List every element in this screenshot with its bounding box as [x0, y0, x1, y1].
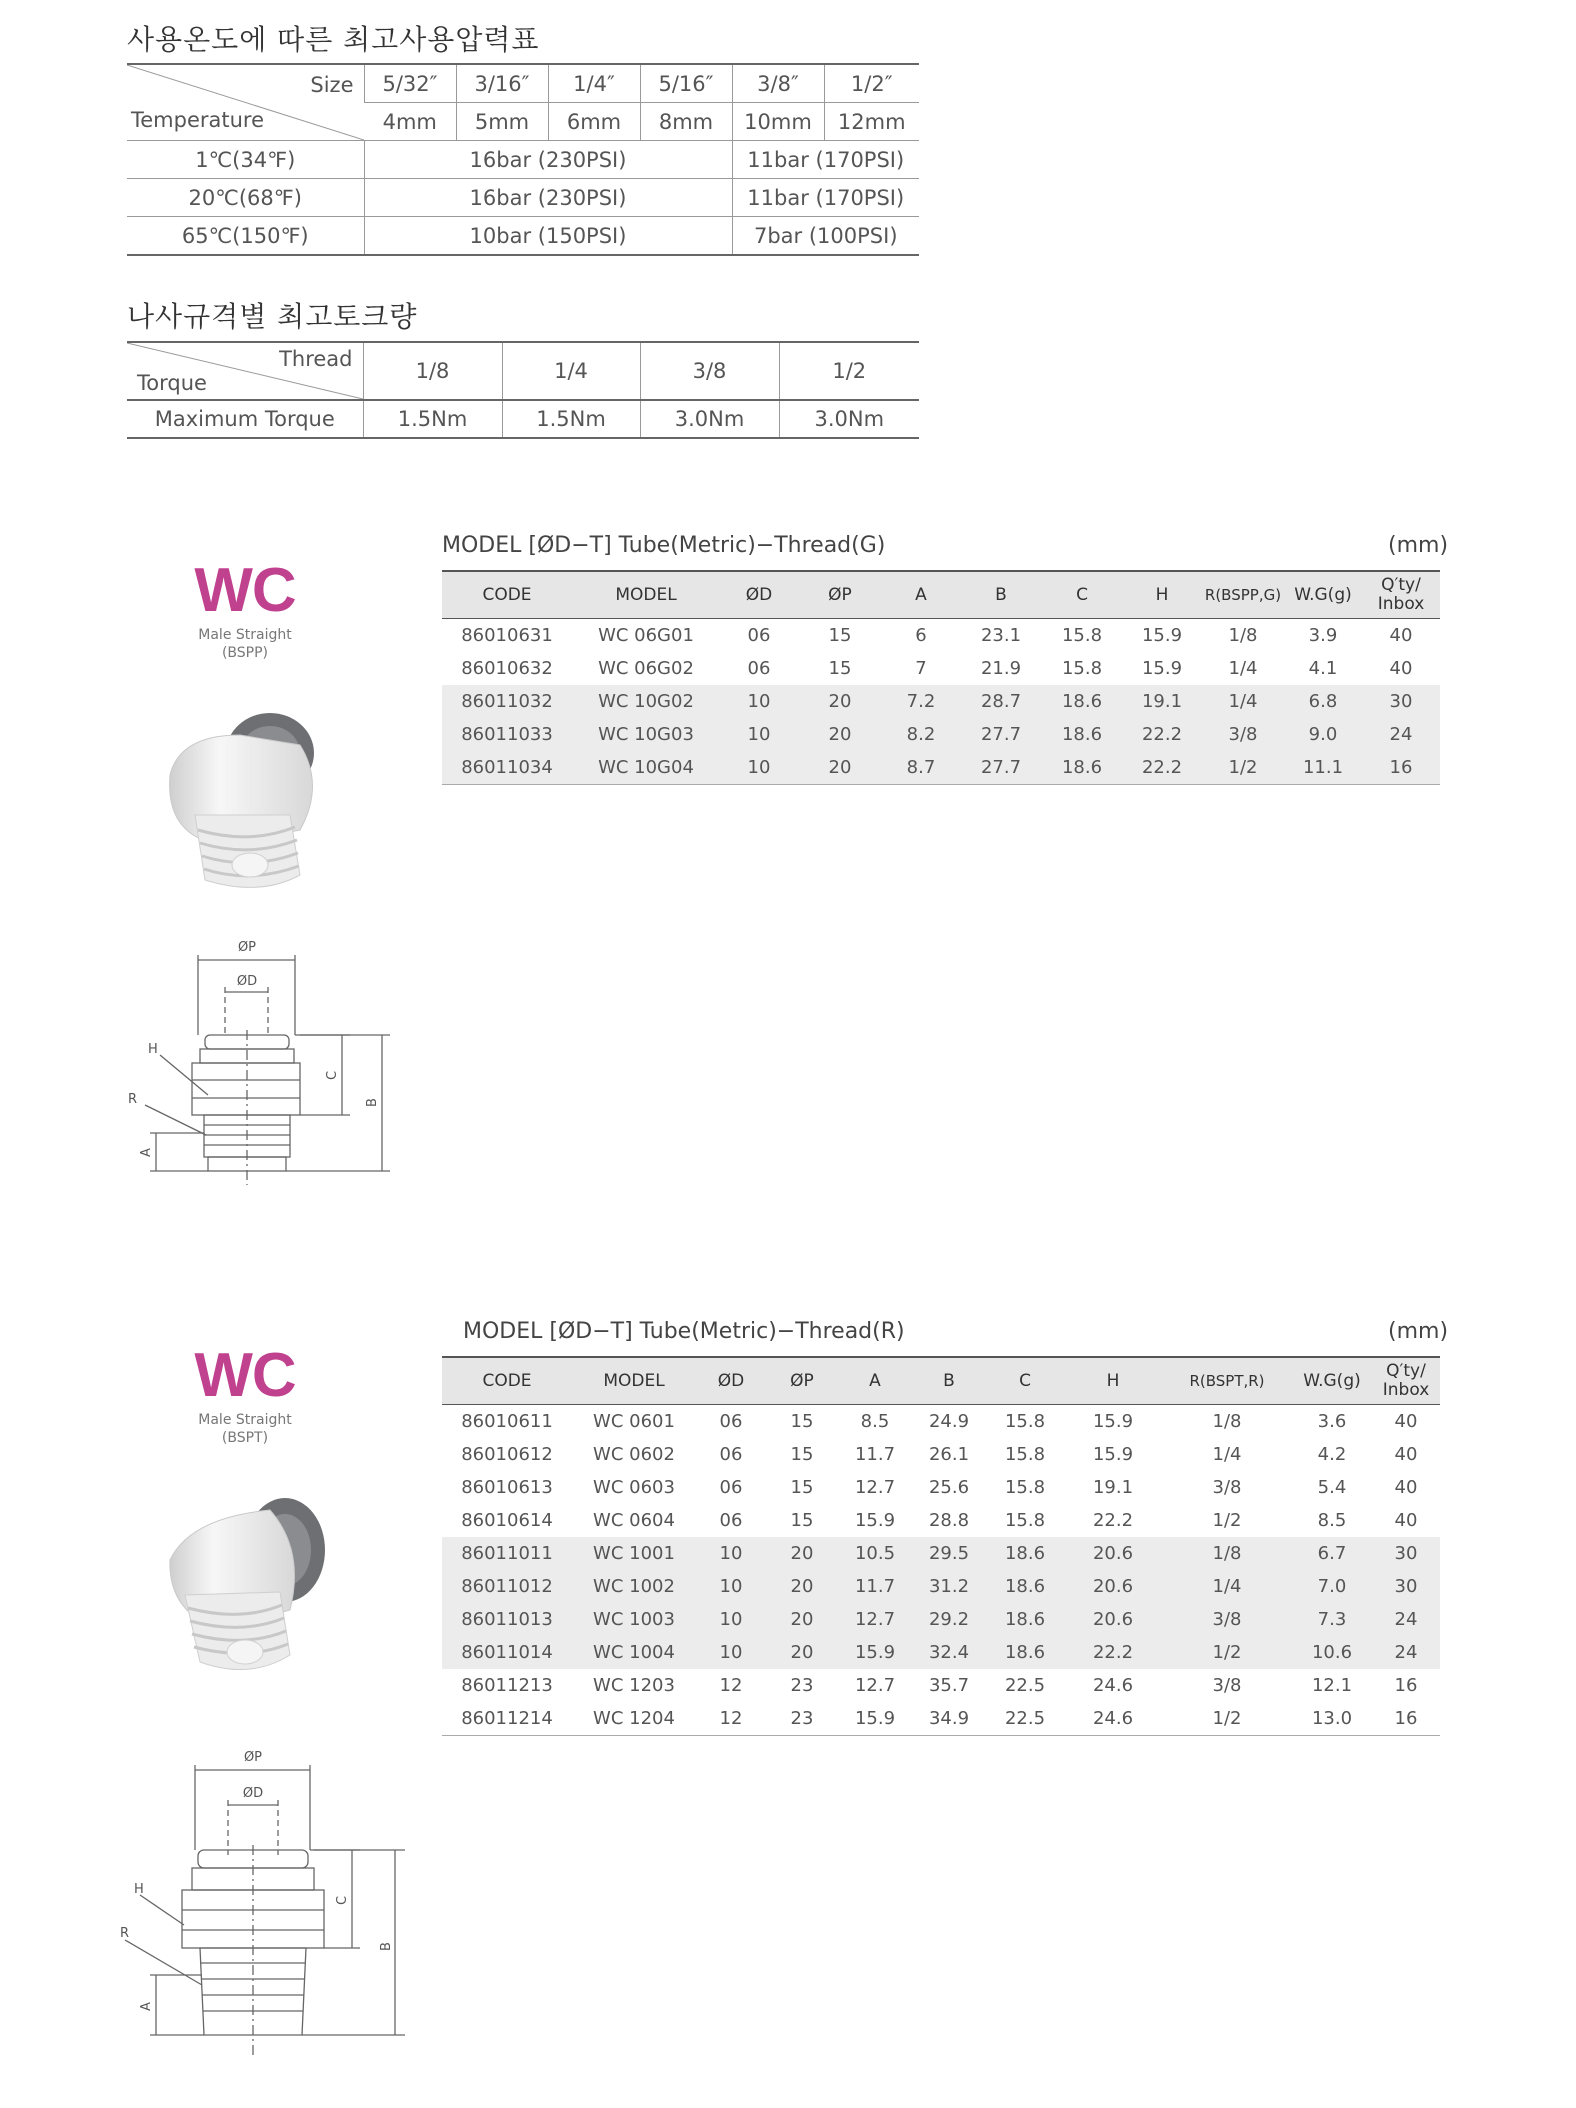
col-header: ØD	[745, 585, 773, 605]
dimension-drawing	[120, 935, 400, 1195]
table-cell: 20	[798, 751, 882, 785]
table-cell: 31.2	[912, 1570, 986, 1603]
model-title: MODEL [ØD−T] Tube(Metric)−Thread(R)	[463, 1319, 905, 1344]
table-cell: 15.8	[1004, 1411, 1046, 1432]
pressure-small-cell: 16bar (230PSI)	[364, 179, 732, 217]
table-cell: 11.7	[854, 1444, 896, 1465]
size-inch: 5/32″	[364, 64, 456, 103]
table-cell: 86011013	[442, 1603, 572, 1636]
dim-c-label: C	[325, 1070, 340, 1080]
table-cell: WC 0602	[593, 1444, 675, 1465]
table-cell: 86011034	[442, 751, 572, 785]
table-cell: WC 0604	[593, 1510, 675, 1531]
table-cell: 15.9	[1092, 1444, 1134, 1465]
table-cell: 1/4	[1162, 1570, 1292, 1603]
temperature-cell: 20℃(68℉)	[188, 185, 302, 210]
table-cell: 16	[1394, 1708, 1418, 1729]
size-mm: 12mm	[824, 103, 919, 141]
col-header: CODE	[482, 585, 532, 605]
table-cell: 20	[766, 1570, 838, 1603]
size-temp-header	[127, 64, 364, 141]
table-cell: 12.1	[1311, 1675, 1353, 1696]
table-cell: 16	[1362, 751, 1440, 785]
col-header: C	[1076, 585, 1088, 605]
dim-h-label: H	[148, 1042, 158, 1057]
table-row	[442, 1438, 1440, 1471]
thread-size: 1/8	[363, 342, 502, 400]
table-cell: 35.7	[928, 1675, 970, 1696]
col-header: C	[1019, 1371, 1031, 1391]
table-cell: 27.7	[960, 718, 1042, 751]
size-mm: 5mm	[456, 103, 548, 141]
table-cell: 20	[798, 718, 882, 751]
torque-value: 1.5Nm	[363, 400, 502, 438]
product-brand-block	[150, 555, 340, 662]
table-cell: 15.9	[1092, 1411, 1134, 1432]
table-cell: 22.2	[1122, 751, 1202, 785]
table-cell: 15.9	[838, 1636, 912, 1669]
table-cell: WC 10G02	[572, 685, 720, 718]
table-cell: 40	[1394, 1411, 1418, 1432]
table-cell: 18.6	[1042, 685, 1122, 718]
table-row	[442, 1603, 1440, 1636]
size-inch: 3/8″	[732, 64, 824, 103]
table-cell: 16	[1394, 1675, 1418, 1696]
size-mm: 10mm	[732, 103, 824, 141]
qty-header-line2: Inbox	[1382, 1380, 1430, 1400]
table-cell: 10	[696, 1603, 766, 1636]
table-cell: 8.5	[860, 1411, 890, 1432]
torque-label: Torque	[137, 371, 207, 395]
thread-torque-header	[127, 342, 363, 400]
table-cell: 10	[720, 751, 798, 785]
torque-value: 1.5Nm	[502, 400, 640, 438]
table-row	[442, 652, 1440, 685]
table-cell: 7.3	[1292, 1603, 1372, 1636]
table-cell: 12.7	[838, 1603, 912, 1636]
spec-table-body	[442, 1405, 1440, 1736]
table-cell: 10	[696, 1570, 766, 1603]
table-cell: 86010614	[461, 1510, 553, 1531]
table-cell: 15.9	[1141, 658, 1183, 679]
table-cell: WC 06G02	[598, 658, 694, 679]
table-cell: 24.6	[1092, 1675, 1134, 1696]
table-cell: 15	[790, 1444, 814, 1465]
pressure-row	[127, 179, 919, 217]
col-header: W.G(g)	[1294, 585, 1352, 605]
table-cell: 15	[790, 1411, 814, 1432]
table-row	[442, 1471, 1440, 1504]
size-inch-row	[127, 64, 919, 103]
table-cell: 18.6	[1042, 751, 1122, 785]
table-row	[442, 685, 1440, 718]
thread-type-label: (BSPP)	[221, 645, 269, 661]
table-cell: 1/4	[1202, 685, 1284, 718]
table-cell: 10	[696, 1537, 766, 1570]
table-cell: 86011032	[442, 685, 572, 718]
spec-table	[442, 1356, 1440, 1736]
table-cell: 24.9	[928, 1411, 970, 1432]
table-cell: 06	[747, 658, 771, 679]
table-cell: 6.7	[1292, 1537, 1372, 1570]
table-row	[442, 1537, 1440, 1570]
size-mm: 4mm	[382, 109, 437, 134]
dim-a-label: A	[139, 2002, 154, 2011]
table-row	[442, 1636, 1440, 1669]
product-brand-block	[150, 1340, 340, 1447]
product-subtitle: Male Straight	[198, 1412, 292, 1428]
table-cell: 15.8	[1061, 658, 1103, 679]
table-cell: 28.8	[928, 1510, 970, 1531]
table-cell: 3.9	[1308, 625, 1338, 646]
table-cell: 23	[790, 1708, 814, 1729]
torque-value: 3.0Nm	[779, 400, 919, 438]
table-cell: 19.1	[1122, 685, 1202, 718]
table-cell: 15.9	[854, 1510, 896, 1531]
table-cell: 30	[1372, 1537, 1440, 1570]
table-cell: WC 1203	[593, 1675, 675, 1696]
col-header: H	[1155, 585, 1169, 605]
table-cell: 18.6	[1042, 718, 1122, 751]
fitting-photo	[150, 1490, 350, 1690]
table-cell: 18.6	[986, 1570, 1064, 1603]
col-header-qty	[1372, 1357, 1440, 1405]
table-cell: 22.2	[1092, 1510, 1134, 1531]
pressure-table-title: 사용온도에 따른 최고사용압력표	[127, 23, 540, 56]
table-cell: 86010611	[461, 1411, 553, 1432]
table-cell: 20.6	[1064, 1570, 1162, 1603]
table-row	[442, 1504, 1440, 1537]
size-mm: 6mm	[548, 103, 640, 141]
torque-table-title: 나사규격별 최고토크량	[127, 300, 418, 333]
col-header: CODE	[482, 1371, 532, 1391]
dim-p-label: ØP	[243, 1750, 263, 1765]
pressure-row	[127, 217, 919, 256]
table-cell: 20.6	[1064, 1603, 1162, 1636]
dim-r-label: R	[128, 1092, 138, 1107]
table-cell: 29.2	[912, 1603, 986, 1636]
table-cell: 12	[719, 1675, 743, 1696]
table-cell: 06	[747, 625, 771, 646]
table-cell: WC 1001	[572, 1537, 696, 1570]
col-header: B	[943, 1371, 955, 1391]
table-cell: 18.6	[986, 1537, 1064, 1570]
table-cell: 06	[719, 1510, 743, 1531]
dim-b-label: B	[365, 1098, 380, 1107]
col-header: W.G(g)	[1303, 1371, 1361, 1391]
table-cell: WC 10G03	[572, 718, 720, 751]
table-cell: 3/8	[1212, 1477, 1242, 1498]
max-torque-label: Maximum Torque	[154, 407, 335, 431]
thread-size: 1/2	[779, 342, 919, 400]
pressure-large-cell: 11bar (170PSI)	[732, 179, 919, 217]
dim-r-label: R	[120, 1926, 130, 1941]
table-cell: 24	[1372, 1636, 1440, 1669]
table-cell: 86010612	[461, 1444, 553, 1465]
table-cell: 40	[1394, 1444, 1418, 1465]
table-cell: 23	[790, 1675, 814, 1696]
dim-p-label: ØP	[237, 940, 257, 955]
table-cell: 22.2	[1064, 1636, 1162, 1669]
table-cell: WC 1003	[572, 1603, 696, 1636]
col-header-qty	[1362, 571, 1440, 619]
temperature-cell: 1℃(34℉)	[195, 147, 296, 172]
table-cell: 24.6	[1092, 1708, 1134, 1729]
table-cell: 15	[790, 1510, 814, 1531]
table-cell: 15.8	[1004, 1477, 1046, 1498]
thread-size: 3/8	[640, 342, 779, 400]
table-cell: WC 1004	[572, 1636, 696, 1669]
table-cell: 15.8	[1061, 625, 1103, 646]
table-cell: 20	[766, 1603, 838, 1636]
col-header: B	[995, 585, 1007, 605]
table-cell: 40	[1394, 1477, 1418, 1498]
col-header: MODEL	[615, 585, 677, 605]
table-cell: 40	[1389, 625, 1413, 646]
table-cell: 15	[828, 658, 852, 679]
table-cell: 18.6	[986, 1603, 1064, 1636]
table-cell: 1/4	[1228, 658, 1258, 679]
thread-label: Thread	[279, 347, 353, 371]
dim-d-label: ØD	[242, 1786, 264, 1801]
model-title: MODEL [ØD−T] Tube(Metric)−Thread(G)	[442, 533, 886, 558]
table-cell: 20.6	[1064, 1537, 1162, 1570]
table-cell: 30	[1372, 1570, 1440, 1603]
col-header: A	[869, 1371, 881, 1391]
table-cell: 4.2	[1317, 1444, 1347, 1465]
table-cell: WC 10G04	[572, 751, 720, 785]
table-cell: 10.5	[838, 1537, 912, 1570]
max-torque-row	[127, 400, 919, 438]
thread-row	[127, 342, 919, 400]
table-cell: 86010613	[461, 1477, 553, 1498]
table-cell: 7.0	[1292, 1570, 1372, 1603]
table-cell: 22.2	[1122, 718, 1202, 751]
table-cell: 8.5	[1317, 1510, 1347, 1531]
table-cell: 12.7	[854, 1477, 896, 1498]
table-cell: 15.8	[1004, 1444, 1046, 1465]
table-cell: 32.4	[912, 1636, 986, 1669]
table-cell: 15.9	[1141, 625, 1183, 646]
table-row	[442, 751, 1440, 785]
table-cell: 26.1	[928, 1444, 970, 1465]
size-inch: 5/16″	[640, 64, 732, 103]
col-header: H	[1106, 1371, 1120, 1391]
table-cell: 3/8	[1212, 1675, 1242, 1696]
table-cell: 23.1	[980, 625, 1022, 646]
table-cell: 15	[790, 1477, 814, 1498]
dimension-drawing	[120, 1745, 410, 2080]
dim-c-label: C	[335, 1895, 350, 1905]
brand-logo: WC	[194, 1341, 296, 1410]
table-row	[442, 1669, 1440, 1702]
table-cell: WC 0603	[593, 1477, 675, 1498]
col-header: ØP	[790, 1371, 814, 1391]
thread-type-label: (BSPT)	[221, 1430, 269, 1446]
size-mm: 8mm	[640, 103, 732, 141]
size-inch: 1/2″	[824, 64, 919, 103]
table-cell: 86011033	[442, 718, 572, 751]
table-cell: 10.6	[1292, 1636, 1372, 1669]
spec-header-row	[442, 571, 1440, 619]
col-header: R(BSPT,R)	[1189, 1372, 1265, 1390]
table-cell: 11.1	[1284, 751, 1362, 785]
col-header: ØP	[828, 585, 852, 605]
table-cell: 8.7	[882, 751, 960, 785]
table-cell: 1/8	[1212, 1411, 1242, 1432]
pressure-large-cell: 7bar (100PSI)	[732, 217, 919, 256]
qty-header-line1: Q′ty/	[1381, 575, 1421, 595]
table-cell: 15.9	[854, 1708, 896, 1729]
table-cell: 1/8	[1228, 625, 1258, 646]
dim-h-label: H	[134, 1882, 144, 1897]
table-cell: 29.5	[912, 1537, 986, 1570]
pressure-row	[127, 141, 919, 179]
table-cell: 24	[1372, 1603, 1440, 1636]
table-cell: 3.6	[1317, 1411, 1347, 1432]
dim-d-label: ØD	[236, 974, 258, 989]
unit-label: (mm)	[1388, 1319, 1449, 1344]
table-cell: 86011214	[461, 1708, 553, 1729]
table-cell: WC 1002	[572, 1570, 696, 1603]
col-header: A	[915, 585, 927, 605]
table-cell: WC 1204	[593, 1708, 675, 1729]
table-cell: 86011012	[442, 1570, 572, 1603]
temperature-cell: 65℃(150℉)	[181, 223, 309, 248]
table-cell: 40	[1394, 1510, 1418, 1531]
table-row	[442, 718, 1440, 751]
size-label: Size	[310, 73, 354, 97]
dim-b-label: B	[379, 1942, 394, 1951]
qty-header-line1: Q′ty/	[1386, 1361, 1426, 1381]
torque-table	[127, 341, 919, 439]
table-cell: 06	[719, 1477, 743, 1498]
table-cell: 1/2	[1162, 1636, 1292, 1669]
table-row	[442, 1405, 1440, 1439]
table-cell: 21.9	[980, 658, 1022, 679]
spec-header-row	[442, 1357, 1440, 1405]
table-cell: 24	[1362, 718, 1440, 751]
table-row	[442, 1570, 1440, 1603]
table-cell: 86011011	[442, 1537, 572, 1570]
table-cell: 15	[828, 625, 852, 646]
table-cell: 86011213	[461, 1675, 553, 1696]
table-cell: 25.6	[928, 1477, 970, 1498]
table-cell: 22.5	[1004, 1675, 1046, 1696]
col-header: MODEL	[603, 1371, 665, 1391]
table-cell: WC 0601	[593, 1411, 675, 1432]
qty-header-line2: Inbox	[1377, 594, 1425, 614]
table-cell: 1/2	[1212, 1510, 1242, 1531]
table-cell: WC 06G01	[598, 625, 694, 646]
table-cell: 27.7	[960, 751, 1042, 785]
table-cell: 86010631	[461, 625, 553, 646]
table-cell: 86010632	[461, 658, 553, 679]
table-cell: 06	[719, 1411, 743, 1432]
table-cell: 7	[915, 658, 927, 679]
thread-size: 1/4	[502, 342, 640, 400]
table-cell: 1/4	[1212, 1444, 1242, 1465]
size-inch: 3/16″	[456, 64, 548, 103]
table-cell: 40	[1389, 658, 1413, 679]
brand-logo: WC	[194, 556, 296, 625]
table-cell: 1/2	[1202, 751, 1284, 785]
table-cell: 6.8	[1284, 685, 1362, 718]
table-cell: 12	[719, 1708, 743, 1729]
torque-value: 3.0Nm	[640, 400, 779, 438]
table-cell: 6	[915, 625, 927, 646]
table-cell: 86011014	[442, 1636, 572, 1669]
table-cell: 34.9	[928, 1708, 970, 1729]
table-cell: 13.0	[1311, 1708, 1353, 1729]
table-cell: 3/8	[1162, 1603, 1292, 1636]
table-cell: 7.2	[882, 685, 960, 718]
unit-label: (mm)	[1388, 533, 1449, 558]
table-row	[442, 1702, 1440, 1736]
table-cell: 1/8	[1162, 1537, 1292, 1570]
table-cell: 3/8	[1202, 718, 1284, 751]
pressure-table	[127, 63, 919, 256]
table-cell: 20	[766, 1636, 838, 1669]
table-cell: 9.0	[1284, 718, 1362, 751]
table-cell: 20	[798, 685, 882, 718]
fitting-photo	[150, 705, 350, 905]
table-cell: 20	[766, 1537, 838, 1570]
pressure-small-cell: 10bar (150PSI)	[364, 217, 732, 256]
table-cell: 10	[720, 685, 798, 718]
table-cell: 22.5	[1004, 1708, 1046, 1729]
spec-table-body	[442, 619, 1440, 785]
temperature-label: Temperature	[131, 108, 265, 132]
table-cell: 10	[696, 1636, 766, 1669]
spec-table	[442, 570, 1440, 785]
table-cell: 11.7	[838, 1570, 912, 1603]
table-cell: 12.7	[854, 1675, 896, 1696]
table-cell: 19.1	[1092, 1477, 1134, 1498]
table-cell: 06	[719, 1444, 743, 1465]
table-cell: 15.8	[1004, 1510, 1046, 1531]
table-row	[442, 619, 1440, 653]
col-header: ØD	[717, 1371, 745, 1391]
table-cell: 30	[1362, 685, 1440, 718]
table-cell: 5.4	[1317, 1477, 1347, 1498]
table-cell: 28.7	[960, 685, 1042, 718]
size-inch: 1/4″	[548, 64, 640, 103]
col-header: R(BSPP,G)	[1204, 586, 1282, 604]
pressure-small-cell: 16bar (230PSI)	[364, 141, 732, 179]
dim-a-label: A	[139, 1148, 154, 1157]
table-cell: 1/2	[1212, 1708, 1242, 1729]
product-subtitle: Male Straight	[198, 627, 292, 643]
table-cell: 10	[720, 718, 798, 751]
table-cell: 18.6	[986, 1636, 1064, 1669]
pressure-large-cell: 11bar (170PSI)	[732, 141, 919, 179]
table-cell: 8.2	[882, 718, 960, 751]
table-cell: 4.1	[1308, 658, 1338, 679]
